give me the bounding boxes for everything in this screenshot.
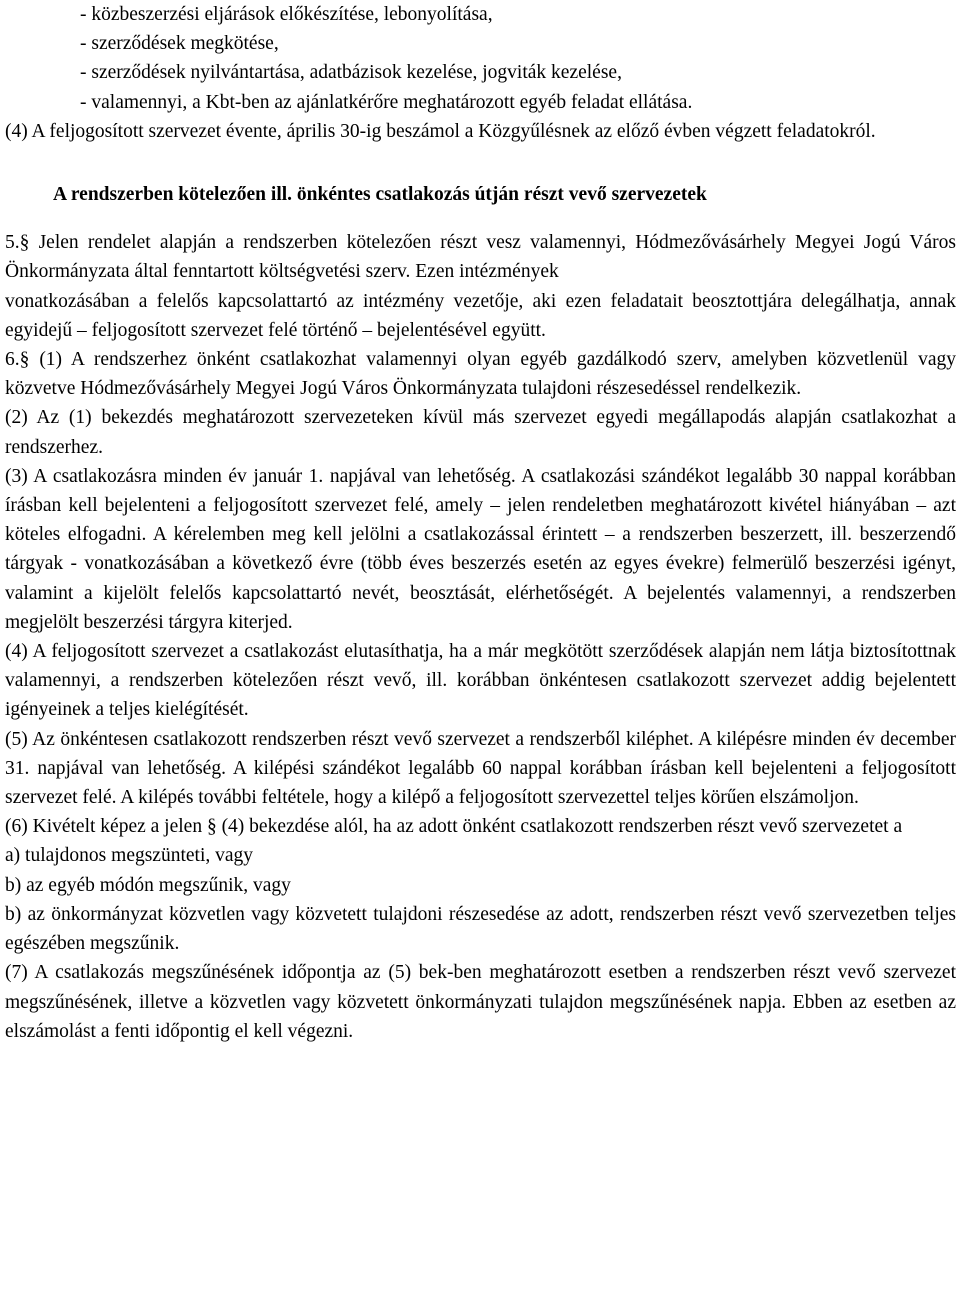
section-6-paragraph-2: (2) Az (1) bekezdés meghatározott szervezeteken kívül más szervezet egyedi megállapodás alapján csatlakozhat a rendszerhez. <box>5 407 956 458</box>
section-5-paragraph: 5.§ Jelen rendelet alapján a rendszerben kötelezően részt vesz valamennyi, Hódmezővásárhely Megyei Jogú Város Önkormányzata által fenntartott költségvetési szerv. Ezen intézmények <box>5 232 956 283</box>
list-item: a) tulajdonos megszünteti, vagy <box>5 845 254 867</box>
section-6-paragraph-4: (4) A feljogosított szervezet a csatlakozást elutasíthatja, ha a már megkötött szerződések alapján nem látja biztosítottnak valamennyi, a rendszerben kötelezően részt vevő, ill. korábban önkéntesen csatlakozott szervezet addig bejelentett igényeinek a teljes kielégítését. <box>5 641 956 721</box>
section-heading: A rendszerben kötelezően ill. önkéntes csatlakozás útján részt vevő szervezetek <box>53 184 707 206</box>
section-6-paragraph-6: (6) Kivételt képez a jelen § (4) bekezdése alól, ha az adott önként csatlakozott rendszerben részt vevő szervezetet a <box>5 816 903 838</box>
list-item: - közbeszerzési eljárások előkészítése, lebonyolítása, <box>80 4 493 25</box>
list-item: b) az egyéb módón megszűnik, vagy <box>5 874 291 896</box>
list-item: - szerződések nyilvántartása, adatbázisok kezelése, jogviták kezelése, <box>80 62 622 84</box>
list-item: - valamennyi, a Kbt-ben az ajánlatkérőre meghatározott egyéb feladat ellátása. <box>80 91 693 113</box>
list-item: - szerződések megkötése, <box>80 33 279 55</box>
section-5-continuation: vonatkozásában a felelős kapcsolattartó az intézmény vezetője, aki ezen feladatait beosztottjára delegálhatja, annak egyidejű – feljogosított szervezet felé történő – bejelentésével együtt. <box>5 290 956 341</box>
section-6-paragraph-7: (7) A csatlakozás megszűnésének időpontja az (5) bek-ben meghatározott esetben a rendszerben részt vevő szervezet megszűnésének, illetve a közvetlen vagy közvetett önkormányzati tulajdon megszűnésének napja. Ebben az esetben az elszámolást a fenti időpontig el kell végezni. <box>5 962 956 1042</box>
section-6-paragraph-5: (5) Az önkéntesen csatlakozott rendszerben részt vevő szervezet a rendszerből kiléphet. A kilépésre minden év december 31. napjával van lehetőség. A kilépési szándékot legalább 60 nappal korábban írásban kell bejelenteni a feljogosított szervezet felé. A kilépés további feltétele, hogy a kilépő a feljogosított szervezettel teljes körűen elszámoljon. <box>5 728 956 809</box>
section-6-paragraph-1: 6.§ (1) A rendszerhez önként csatlakozhat valamennyi olyan egyéb gazdálkodó szerv, amelyben közvetlenül vagy közvetve Hódmezővásárhely Megyei Jogú Város Önkormányzata tulajdoni részesedéssel rendelkezik. <box>5 349 956 400</box>
paragraph-4-1-report: (4) A feljogosított szervezet évente, április 30-ig beszámol a Közgyűlésnek az előző évben végzett feladatokról. <box>5 120 876 142</box>
section-6-paragraph-3: (3) A csatlakozásra minden év január 1. napjával van lehetőség. A csatlakozási szándékot legalább 30 nappal korábban írásban kell bejelenteni a feljogosított szervezet felé, amely – jelen rendeletben meghatározott kivétel hiányában – azt köteles elfogadni. A kérelemben meg kell jelölni a csatlakozással érintett – a rendszerben beszerzett, ill. beszerzendő tárgyak - vonatkozásában a következő évre (több éves beszerzés esetén az egyes évekre) felmerülő beszerzési igényt, valamint a kijelölt felelős kapcsolattartó nevét, beosztását, elérhetőségét. A bejelentés valamennyi, a rendszerben megjelölt beszerzési tárgyra kiterjed. <box>5 465 956 633</box>
list-item: b) az önkormányzat közvetlen vagy közvetett tulajdoni részesedése az adott, rendszerben részt vevő szervezetben teljes egészében megszűnik. <box>5 903 956 955</box>
